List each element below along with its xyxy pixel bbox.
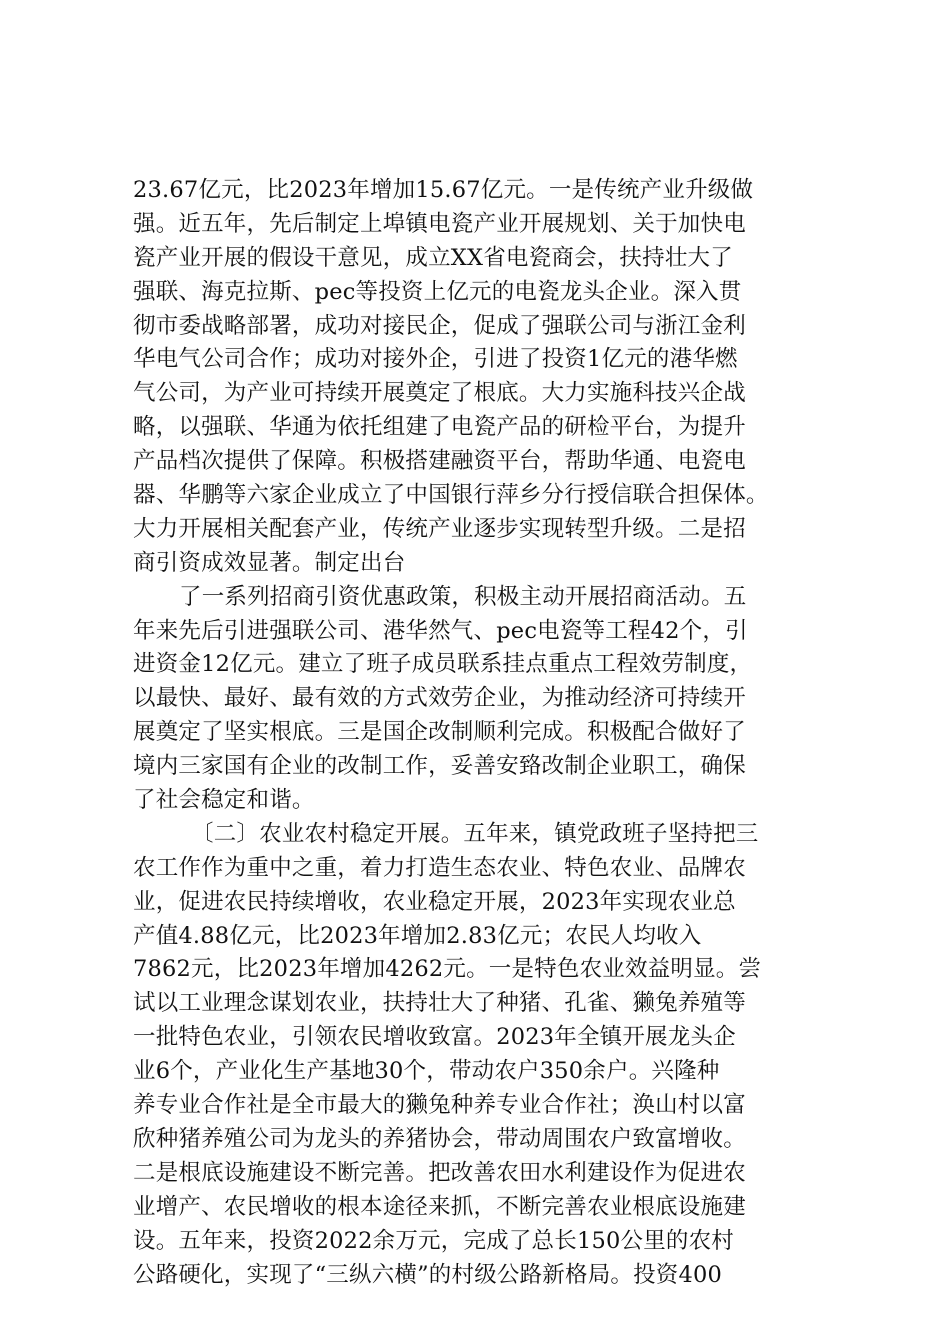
text-line: 业，促进农民持续增收，农业稳定开展，2023年实现农业总 [133, 888, 736, 915]
text-line: 华电气公司合作；成功对接外企，引进了投资1亿元的港华燃 [133, 346, 738, 373]
text-line: 业6个，产业化生产基地30个，带动农户350余户。兴隆种 [133, 1058, 720, 1085]
text-line: 商引资成效显著。制定出台 [133, 549, 406, 576]
text-line: 业增产、农民增收的根本途径来抓，不断完善农业根底设施建 [133, 1193, 746, 1220]
text-line: 年来先后引进强联公司、港华然气、pec电瓷等工程42个，引 [133, 617, 748, 644]
text-line: 气公司，为产业可持续开展奠定了根底。大力实施科技兴企战 [133, 380, 746, 407]
text-line: 展奠定了坚实根底。三是国企改制顺利完成。积极配合做好了 [133, 719, 746, 746]
text-line: 产品档次提供了保障。积极搭建融资平台，帮助华通、电瓷电 [133, 448, 746, 475]
text-line: 7862元，比2023年增加4262元。一是特色农业效益明显。尝 [133, 956, 762, 983]
text-line: 强联、海克拉斯、pec等投资上亿元的电瓷龙头企业。深入贯 [133, 278, 742, 305]
text-line: 大力开展相关配套产业，传统产业逐步实现转型升级。二是招 [133, 515, 746, 542]
text-line: 二是根底设施建设不断完善。把改善农田水利建设作为促进农 [133, 1159, 746, 1186]
text-line: 欣种猪养殖公司为龙头的养猪协会，带动周围农户致富增收。 [133, 1125, 746, 1152]
text-line: 产值4.88亿元，比2023年增加2.83亿元；农民人均收入 [133, 922, 702, 949]
text-line: 23.67亿元，比2023年增加15.67亿元。一是传统产业升级做 [133, 177, 754, 203]
text-line: 略，以强联、华通为依托组建了电瓷产品的研检平台，为提升 [133, 414, 746, 441]
text-line: 以最快、最好、最有效的方式效劳企业，为推动经济可持续开 [133, 685, 746, 712]
paragraph-start-line: 了一系列招商引资优惠政策，积极主动开展招商活动。五 [179, 583, 747, 610]
text-line: 瓷产业开展的假设干意见，成立XX省电瓷商会，扶持壮大了 [133, 244, 733, 271]
text-line: 境内三家国有企业的改制工作，妥善安臵改制企业职工，确保 [133, 753, 746, 780]
text-line: 公路硬化，实现了“三纵六横”的村级公路新格局。投资400 [133, 1261, 723, 1288]
text-line: 一批特色农业，引领农民增收致富。2023年全镇开展龙头企 [133, 1024, 736, 1051]
body-text [133, 174, 838, 1292]
text-line: 养专业合作社是全市最大的獭兔种养专业合作社；涣山村以富 [133, 1092, 746, 1119]
text-line: 试以工业理念谋划农业，扶持壮大了种猪、孔雀、獭兔养殖等 [133, 990, 746, 1017]
text-line: 强。近五年，先后制定上埠镇电瓷产业开展规划、关于加快电 [133, 210, 746, 237]
section-heading-line: 〔二〕农业农村稳定开展。五年来，镇党政班子坚持把三 [191, 820, 759, 847]
text-line: 器、华鹏等六家企业成立了中国银行萍乡分行授信联合担保体。 [133, 482, 769, 509]
text-line: 彻市委战略部署，成功对接民企，促成了强联公司与浙江金利 [133, 312, 746, 339]
text-line: 进资金12亿元。建立了班子成员联系挂点重点工程效劳制度， [133, 651, 753, 678]
text-line: 设。五年来，投资2022余万元，完成了总长150公里的农村 [133, 1227, 735, 1254]
text-line: 农工作作为重中之重，着力打造生态农业、特色农业、品牌农 [133, 854, 746, 881]
text-line: 了社会稳定和谐。 [133, 787, 315, 814]
